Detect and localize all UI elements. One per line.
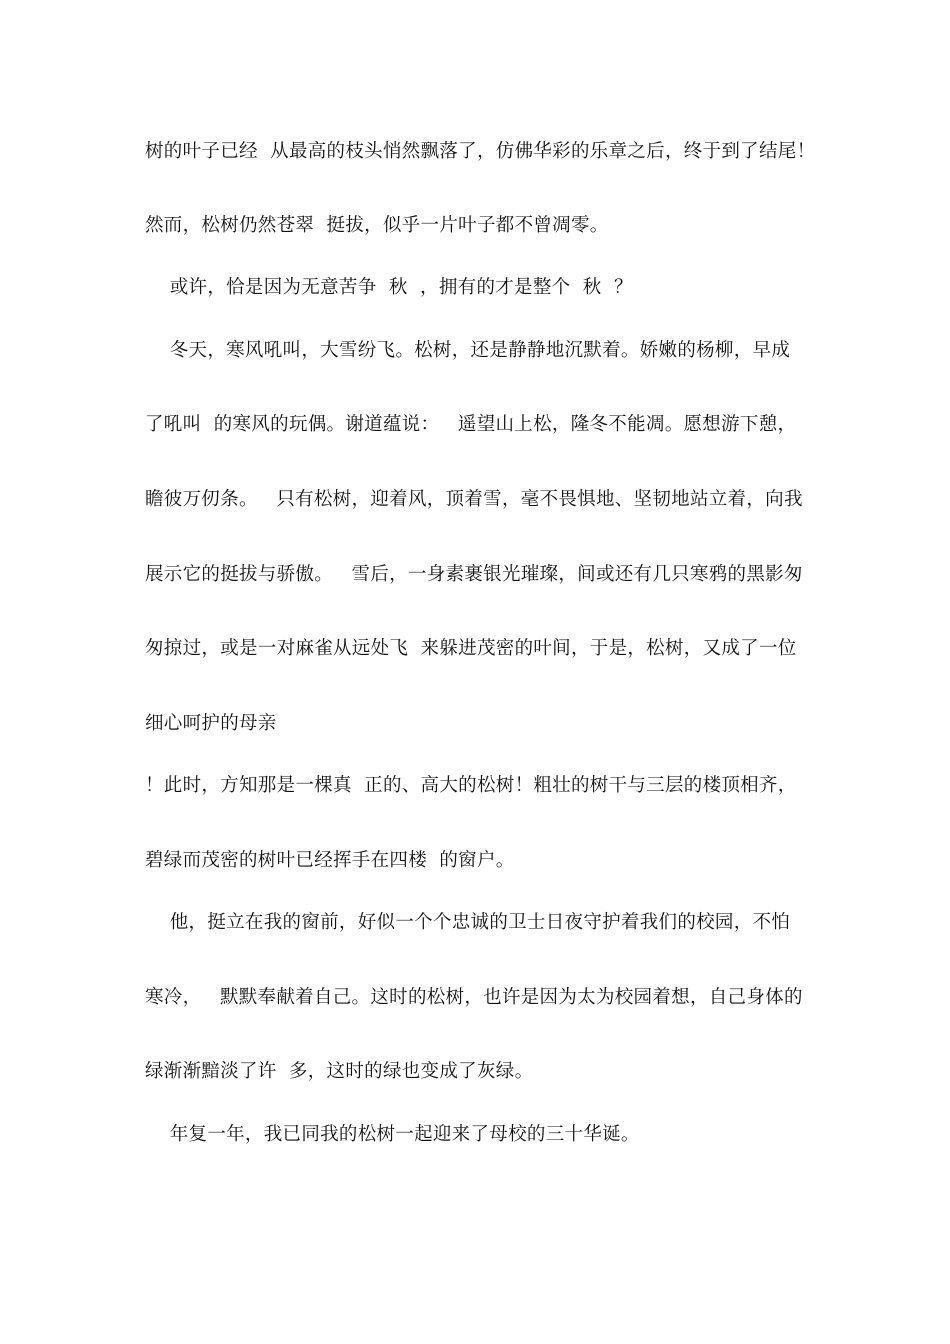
text-line: 展示它的挺拔与骄傲。 雪后，一身素裹银光璀璨，间或还有几只寒鸦的黑影匆	[145, 564, 803, 585]
text-line: 冬天，寒风吼叫，大雪纷飞。松树，还是静静地沉默着。娇嫩的杨柳，早成	[145, 340, 791, 361]
text-line: 然而，松树仍然苍翠 挺拔，似乎一片叶子都不曾凋零。	[145, 215, 609, 236]
text-line: 年复一年，我已同我的松树一起迎来了母校的三十华诞。	[145, 1124, 640, 1145]
text-line: ！此时，方知那是一棵真 正的、高大的松树！粗壮的树干与三层的楼顶相齐，	[145, 775, 797, 796]
text-line: 碧绿而茂密的树叶已经挥手在四楼 的窗户。	[145, 850, 515, 871]
text-line: 细心呵护的母亲	[145, 713, 277, 734]
text-line: 他，挺立在我的窗前，好似一个个忠诚的卫士日夜守护着我们的校园，不怕	[145, 912, 791, 933]
text-line: 绿渐渐黯淡了许 多，这时的绿也变成了灰绿。	[145, 1061, 534, 1082]
text-line: 瞻彼万仞条。 只有松树，迎着风，顶着雪，毫不畏惧地、坚韧地站立着，向我	[145, 489, 803, 510]
text-line: 匆掠过，或是一对麻雀从远处飞 来躲进茂密的叶间，于是，松树，又成了一位	[145, 638, 797, 659]
text-line: 了吼叫 的寒风的玩偶。谢道蕴说： 遥望山上松，隆冬不能凋。愿想游下憩，	[145, 414, 797, 435]
text-line: 寒冷， 默默奉献着自己。这时的松树，也许是因为太为校园着想，自己身体的	[145, 987, 803, 1008]
text-line: 或许，恰是因为无意苦争 秋 ，拥有的才是整个 秋 ？	[145, 277, 633, 298]
text-line: 树的叶子已经 从最高的枝头悄然飘落了，仿佛华彩的乐章之后，终于到了结尾！	[145, 141, 816, 162]
